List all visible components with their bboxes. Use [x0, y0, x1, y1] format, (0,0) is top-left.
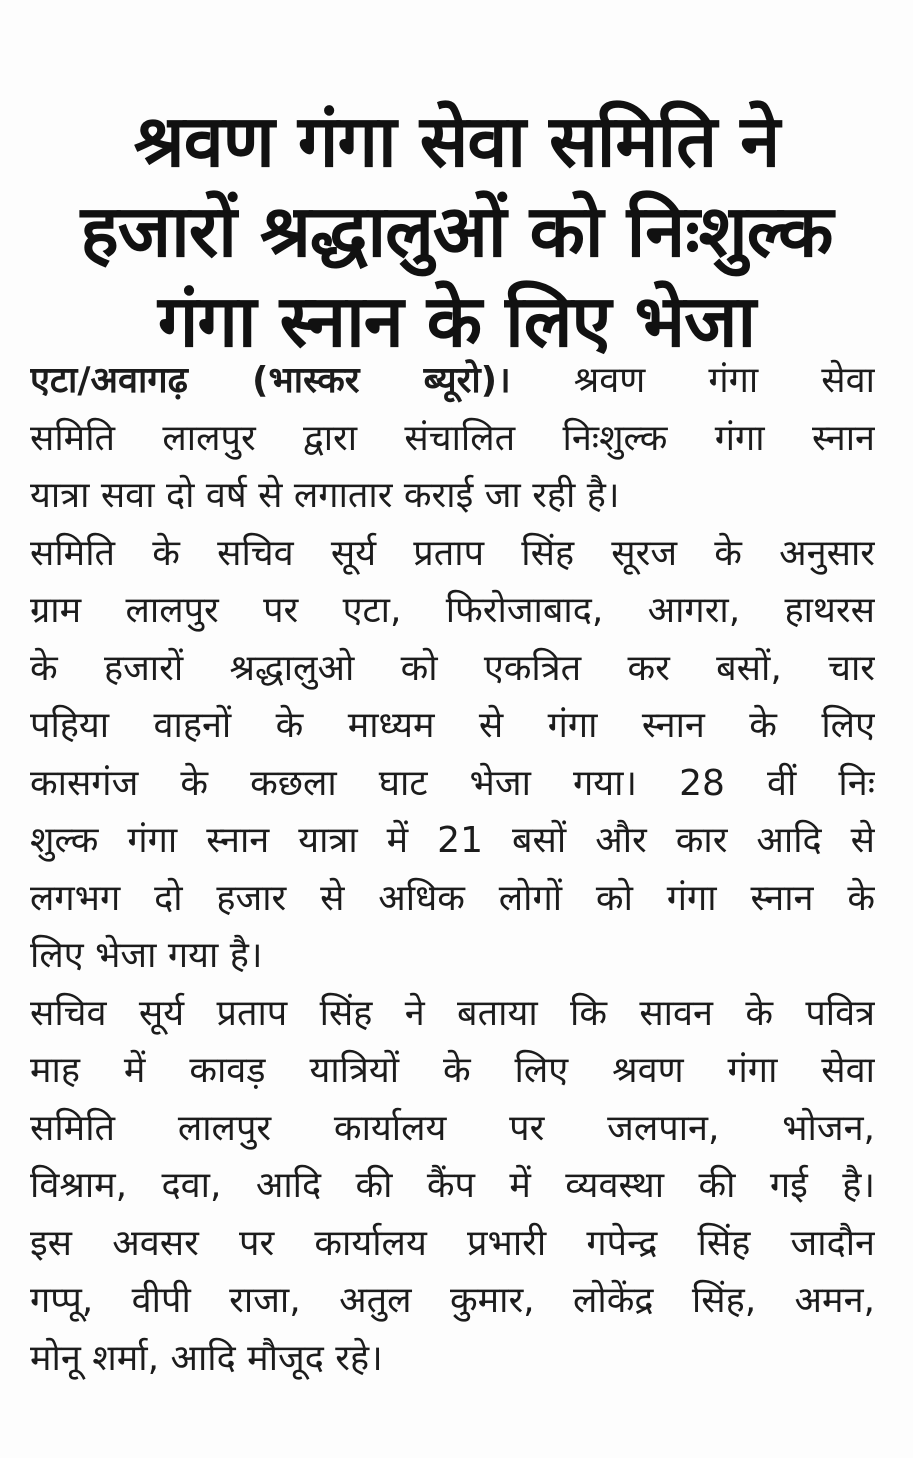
headline-line-2: हजारों श्रद्धालुओं को निःशुल्क	[80, 189, 833, 274]
article-line-1-text: श्रवण गंगा सेवा	[510, 360, 875, 401]
article-line-18: मोनू शर्मा, आदि मौजूद रहे।	[30, 1337, 383, 1379]
article-line-4: समिति के सचिव सूर्य प्रताप सिंह सूरज के अनुसार	[30, 532, 875, 574]
article-line-16: इस अवसर पर कार्यालय प्रभारी गपेन्द्र सिंह जादौन	[30, 1222, 875, 1264]
article-line-9: शुल्क गंगा स्नान यात्रा में 21 बसों और कार आदि से	[30, 820, 875, 861]
article-line-10: लगभग दो हजार से अधिक लोगों को गंगा स्नान के	[30, 877, 875, 919]
article-line-6: के हजारों श्रद्धालुओ को एकत्रित कर बसों, चार	[30, 647, 875, 689]
article-line-17: गप्पू, वीपी राजा, अतुल कुमार, लोकेंद्र सिंह, अमन,	[30, 1280, 875, 1321]
article-body	[30, 352, 875, 1387]
headline-line-1: श्रवण गंगा सेवा समिति ने	[133, 99, 780, 184]
article-line-12: सचिव सूर्य प्रताप सिंह ने बताया कि सावन के पवित्र	[30, 992, 875, 1034]
headline-line-3: गंगा स्नान के लिए भेजा	[157, 279, 756, 364]
article-line-15: विश्राम, दवा, आदि की कैंप में व्यवस्था की गई है।	[30, 1165, 875, 1206]
article-line-2: समिति लालपुर द्वारा संचालित निःशुल्क गंगा स्नान	[30, 417, 875, 459]
article-line-1	[30, 352, 875, 410]
article-line-8: कासगंज के कछला घाट भेजा गया। 28 वीं निः	[30, 762, 875, 804]
article-line-5: ग्राम लालपुर पर एटा, फिरोजाबाद, आगरा, हाथरस	[30, 590, 875, 631]
article-line-11: लिए भेजा गया है।	[30, 935, 263, 976]
article-line-7: पहिया वाहनों के माध्यम से गंगा स्नान के लिए	[30, 705, 875, 746]
article-line-3: यात्रा सवा दो वर्ष से लगातार कराई जा रही है।	[30, 475, 620, 516]
dateline: एटा/अवागढ़ (भास्कर ब्यूरो)।	[30, 360, 511, 401]
article-line-13: माह में कावड़ यात्रियों के लिए श्रवण गंगा सेवा	[30, 1050, 875, 1091]
article-line-14: समिति लालपुर कार्यालय पर जलपान, भोजन,	[30, 1107, 875, 1149]
headline	[20, 96, 893, 366]
